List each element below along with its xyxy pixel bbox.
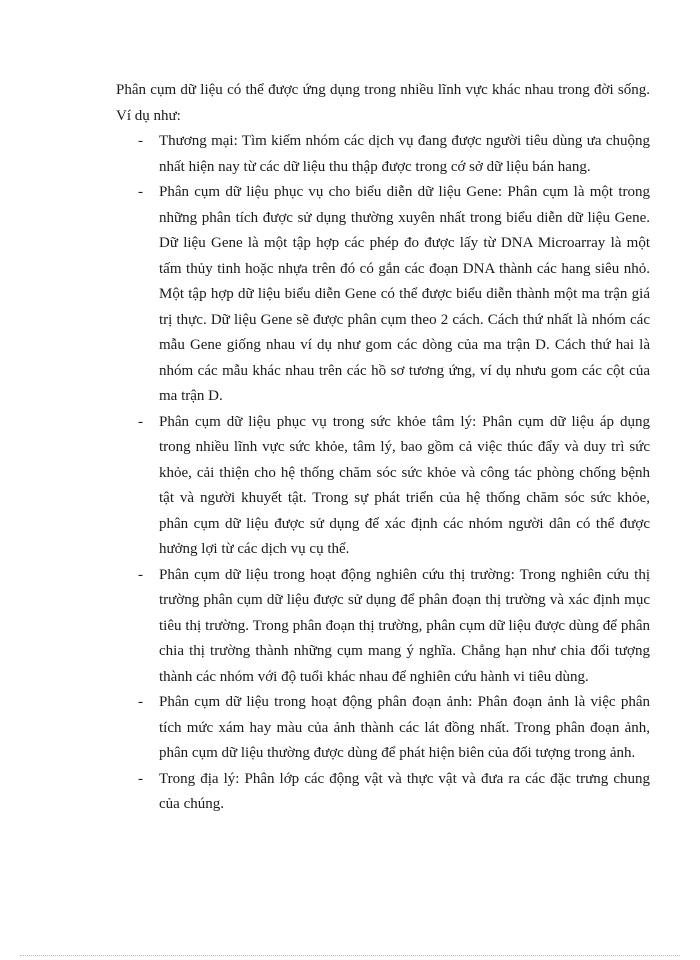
list-item [116,410,650,563]
list-item-text: Trong địa lý: Phân lớp các động vật và thực vật và đưa ra các đặc trưng chung của chúng. [159,770,650,812]
list-item-text: Phân cụm dữ liệu trong hoạt động nghiên cứu thị trường: Trong nghiên cứu thị trường phân cụm dữ liệu được sử dụng để phân đoạn thị trường và xác định mục tiêu thị trường. Trong phân đoạn thị trường, phân cụm dữ liệu được dùng để phân chia thị trường thành những cụm mang ý nghĩa. Chẳng hạn như chia đối tượng thành các nhóm với độ tuổi khác nhau để nghiên cứu hành vi tiêu dùng. [159,566,650,685]
list-item-text: Phân cụm dữ liệu phục vụ trong sức khỏe tâm lý: Phân cụm dữ liệu áp dụng trong nhiều lĩnh vực sức khỏe, tâm lý, bao gồm cả việc thúc đẩy và duy trì sức khỏe, cải thiện cho hệ thống chăm sóc sức khỏe và công tác phòng chống bệnh tật và người khuyết tật. Trong sự phát triển của hệ thống chăm sóc sức khỏe, phân cụm dữ liệu được sử dụng để xác định các nhóm người dân có thể được hưởng lợi từ các dịch vụ cụ thể. [159,413,650,557]
list-item [116,180,650,410]
application-list [116,129,650,818]
bullet-dash: - [138,413,143,430]
page-bottom-divider [20,955,680,956]
bullet-dash: - [138,694,143,710]
list-item [116,767,650,818]
list-item [116,563,650,691]
list-item-text: Phân cụm dữ liệu phục vụ cho biểu diễn dữ liệu Gene: Phân cụm là một trong những phân tích được sử dụng thường xuyên nhất trong biểu diễn dữ liệu Gene. Dữ liệu Gene là một tập hợp các phép đo được lấy từ DNA Microarray là một tấm thủy tinh hoặc nhựa trên đó có gắn các đoạn DNA thành các hang siêu nhỏ. Một tập hợp dữ liệu biểu diễn Gene có thể được biểu diễn thành một ma trận giá trị thực. Dữ liệu Gene sẽ được phân cụm theo 2 cách. Cách thứ nhất là nhóm các mẫu Gene giống nhau ví dụ như gom các dòng của ma trận D. Cách thứ hai là nhóm các mẫu khác nhau trên các hồ sơ tương ứng, ví dụ nhưu gom các cột của ma trận D. [159,184,650,404]
bullet-dash: - [138,770,143,787]
intro-paragraph: Phân cụm dữ liệu có thể được ứng dụng trong nhiều lĩnh vực khác nhau trong đời sống. Ví dụ như: [116,82,650,124]
bullet-dash: - [138,184,143,200]
list-item-text: Phân cụm dữ liệu trong hoạt động phân đoạn ảnh: Phân đoạn ảnh là việc phân tích mức xám hay màu của ảnh thành các lát đồng nhất. Trong phân đoạn ảnh, phân cụm dữ liệu thường được dùng để phát hiện biên của đối tượng trong ảnh. [159,694,650,761]
list-item [116,690,650,767]
bullet-dash: - [138,566,143,583]
list-item-text: Thương mại: Tìm kiếm nhóm các dịch vụ đang được người tiêu dùng ưa chuộng nhất hiện nay từ các dữ liệu thu thập được trong cớ sở dữ liệu bán hang. [159,133,650,175]
list-item [116,129,650,180]
bullet-dash: - [138,133,143,149]
